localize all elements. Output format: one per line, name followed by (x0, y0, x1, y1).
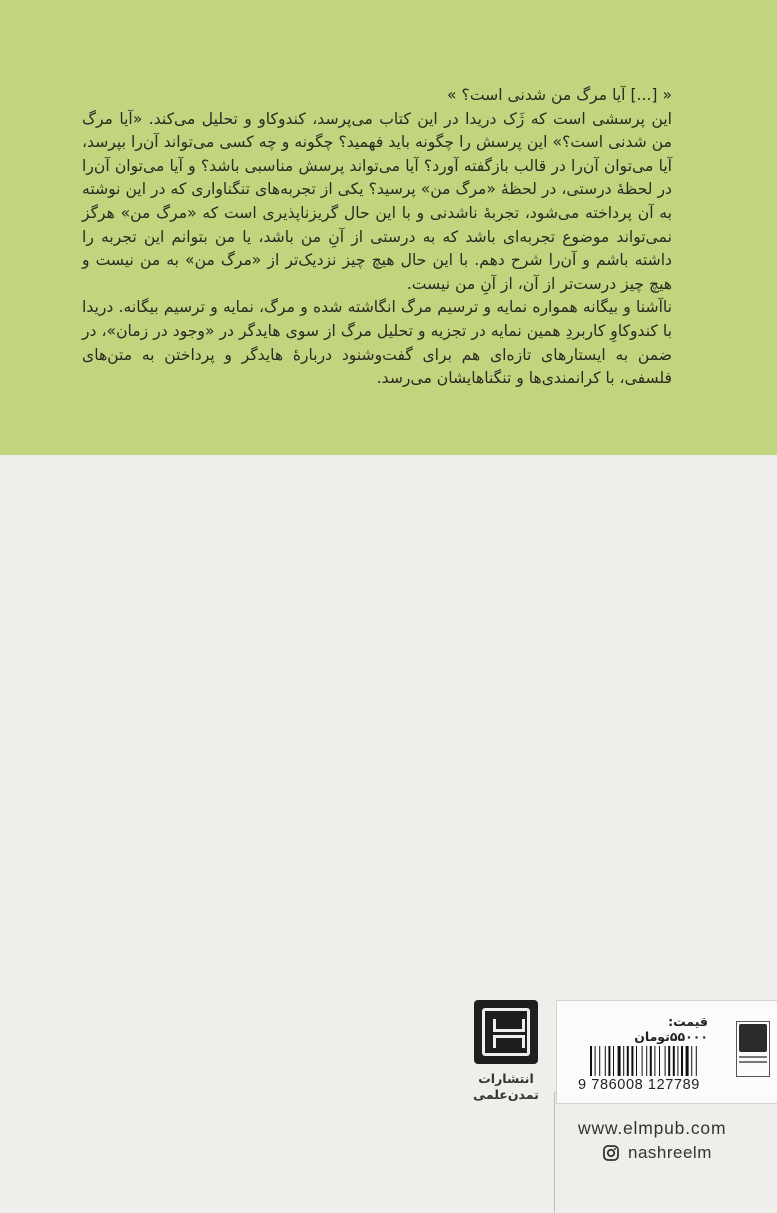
publisher-name-line2: تمدن‌علمی (473, 1087, 539, 1102)
instagram-icon (603, 1145, 619, 1161)
sticker-publisher-logo-icon (736, 1021, 770, 1077)
barcode-bar (618, 1046, 621, 1076)
barcode-bar (595, 1046, 596, 1076)
barcode-bar (636, 1046, 637, 1076)
publisher-name (462, 1071, 550, 1103)
barcode-bar (608, 1046, 610, 1076)
barcode-bar (686, 1046, 689, 1076)
blurb-paragraph-1: این پرسشی است که ژَک دریدا در این کتاب می‌پرسد، کندوکاو و تحلیل می‌کند. «آیا مرگ من شدنی است؟» این پرسش را چگونه باید فهمید؟ چگونه و چه کسی می‌تواند آن‌را بپرسد، آیا می‌توان آن‌را در قالب بازگفته آورد؟ آیا می‌تواند پرسش مناسبی باشد؟ و آیا می‌توان آن‌را در لحظهٔ درستی، در لحظهٔ «مرگ من» پرسید؟ یکی از تجربه‌های تنگناواری که در این نوشته به آن پرداخته می‌شود، تجربهٔ ناشدنی و با این حال گریزناپذیری است که «مرگ من» هرگز نمی‌تواند موضوع تجربه‌ای باشد که به درستی از آنِ من باشد، یا من بتوانم این تجربه را داشته باشم و آن‌را شرح دهم. با این حال هیچ چیز نزدیک‌تر از «مرگ من» به من نیست و هیچ چیز درست‌تر از آن، از آنِ من نیست. (82, 109, 672, 293)
blurb-paragraph-2: ناآشنا و بیگانه همواره نمایه و ترسیم مرگ انگاشته شده و مرگ، نمایه و ترسیم بیگانه. دریدا با کندوکاوِ کاربردِ همین نمایه در تجزیه و تحلیل مرگ از سوی هایدگر در «وجود در زمان»، در ضمن به ایستارهای تازه‌ای هم برای گفت‌وشنود دربارهٔ هایدگر و پرداختن به متن‌های فلسفی، با کرانمندی‌ها و تنگناهایشان می‌رسد. (82, 298, 672, 388)
website-link[interactable]: www.elmpub.com (578, 1118, 727, 1138)
publisher-name-line1: انتشارات (478, 1071, 534, 1086)
barcode (590, 1046, 722, 1076)
blurb-quote: « [...] آیا مرگ من شدنی است؟ » (447, 86, 672, 104)
back-cover-blurb (82, 84, 672, 391)
barcode-bar (659, 1046, 660, 1076)
barcode-bar (696, 1046, 697, 1076)
barcode-bar (681, 1046, 683, 1076)
barcode-bar (605, 1046, 606, 1076)
barcode-bar (691, 1046, 692, 1076)
barcode-bar (673, 1046, 675, 1076)
barcode-bar (627, 1046, 629, 1076)
barcode-bar (650, 1046, 652, 1076)
isbn-number: 9 786008 127789 (578, 1077, 700, 1093)
barcode-bar (654, 1046, 655, 1076)
price-label: قیمت: ۵۵۰۰۰تومان (634, 1014, 708, 1044)
barcode-bar (613, 1046, 614, 1076)
barcode-bar (665, 1046, 666, 1076)
barcode-bar (631, 1046, 633, 1076)
barcode-bar (646, 1046, 647, 1076)
instagram-handle[interactable]: nashreelm (628, 1143, 712, 1162)
barcode-bar (623, 1046, 624, 1076)
barcode-bar (668, 1046, 670, 1076)
barcode-bar (677, 1046, 678, 1076)
barcode-bar (642, 1046, 643, 1076)
publisher-logo-icon (474, 1000, 538, 1064)
barcode-bar (590, 1046, 592, 1076)
barcode-bar (599, 1046, 600, 1076)
